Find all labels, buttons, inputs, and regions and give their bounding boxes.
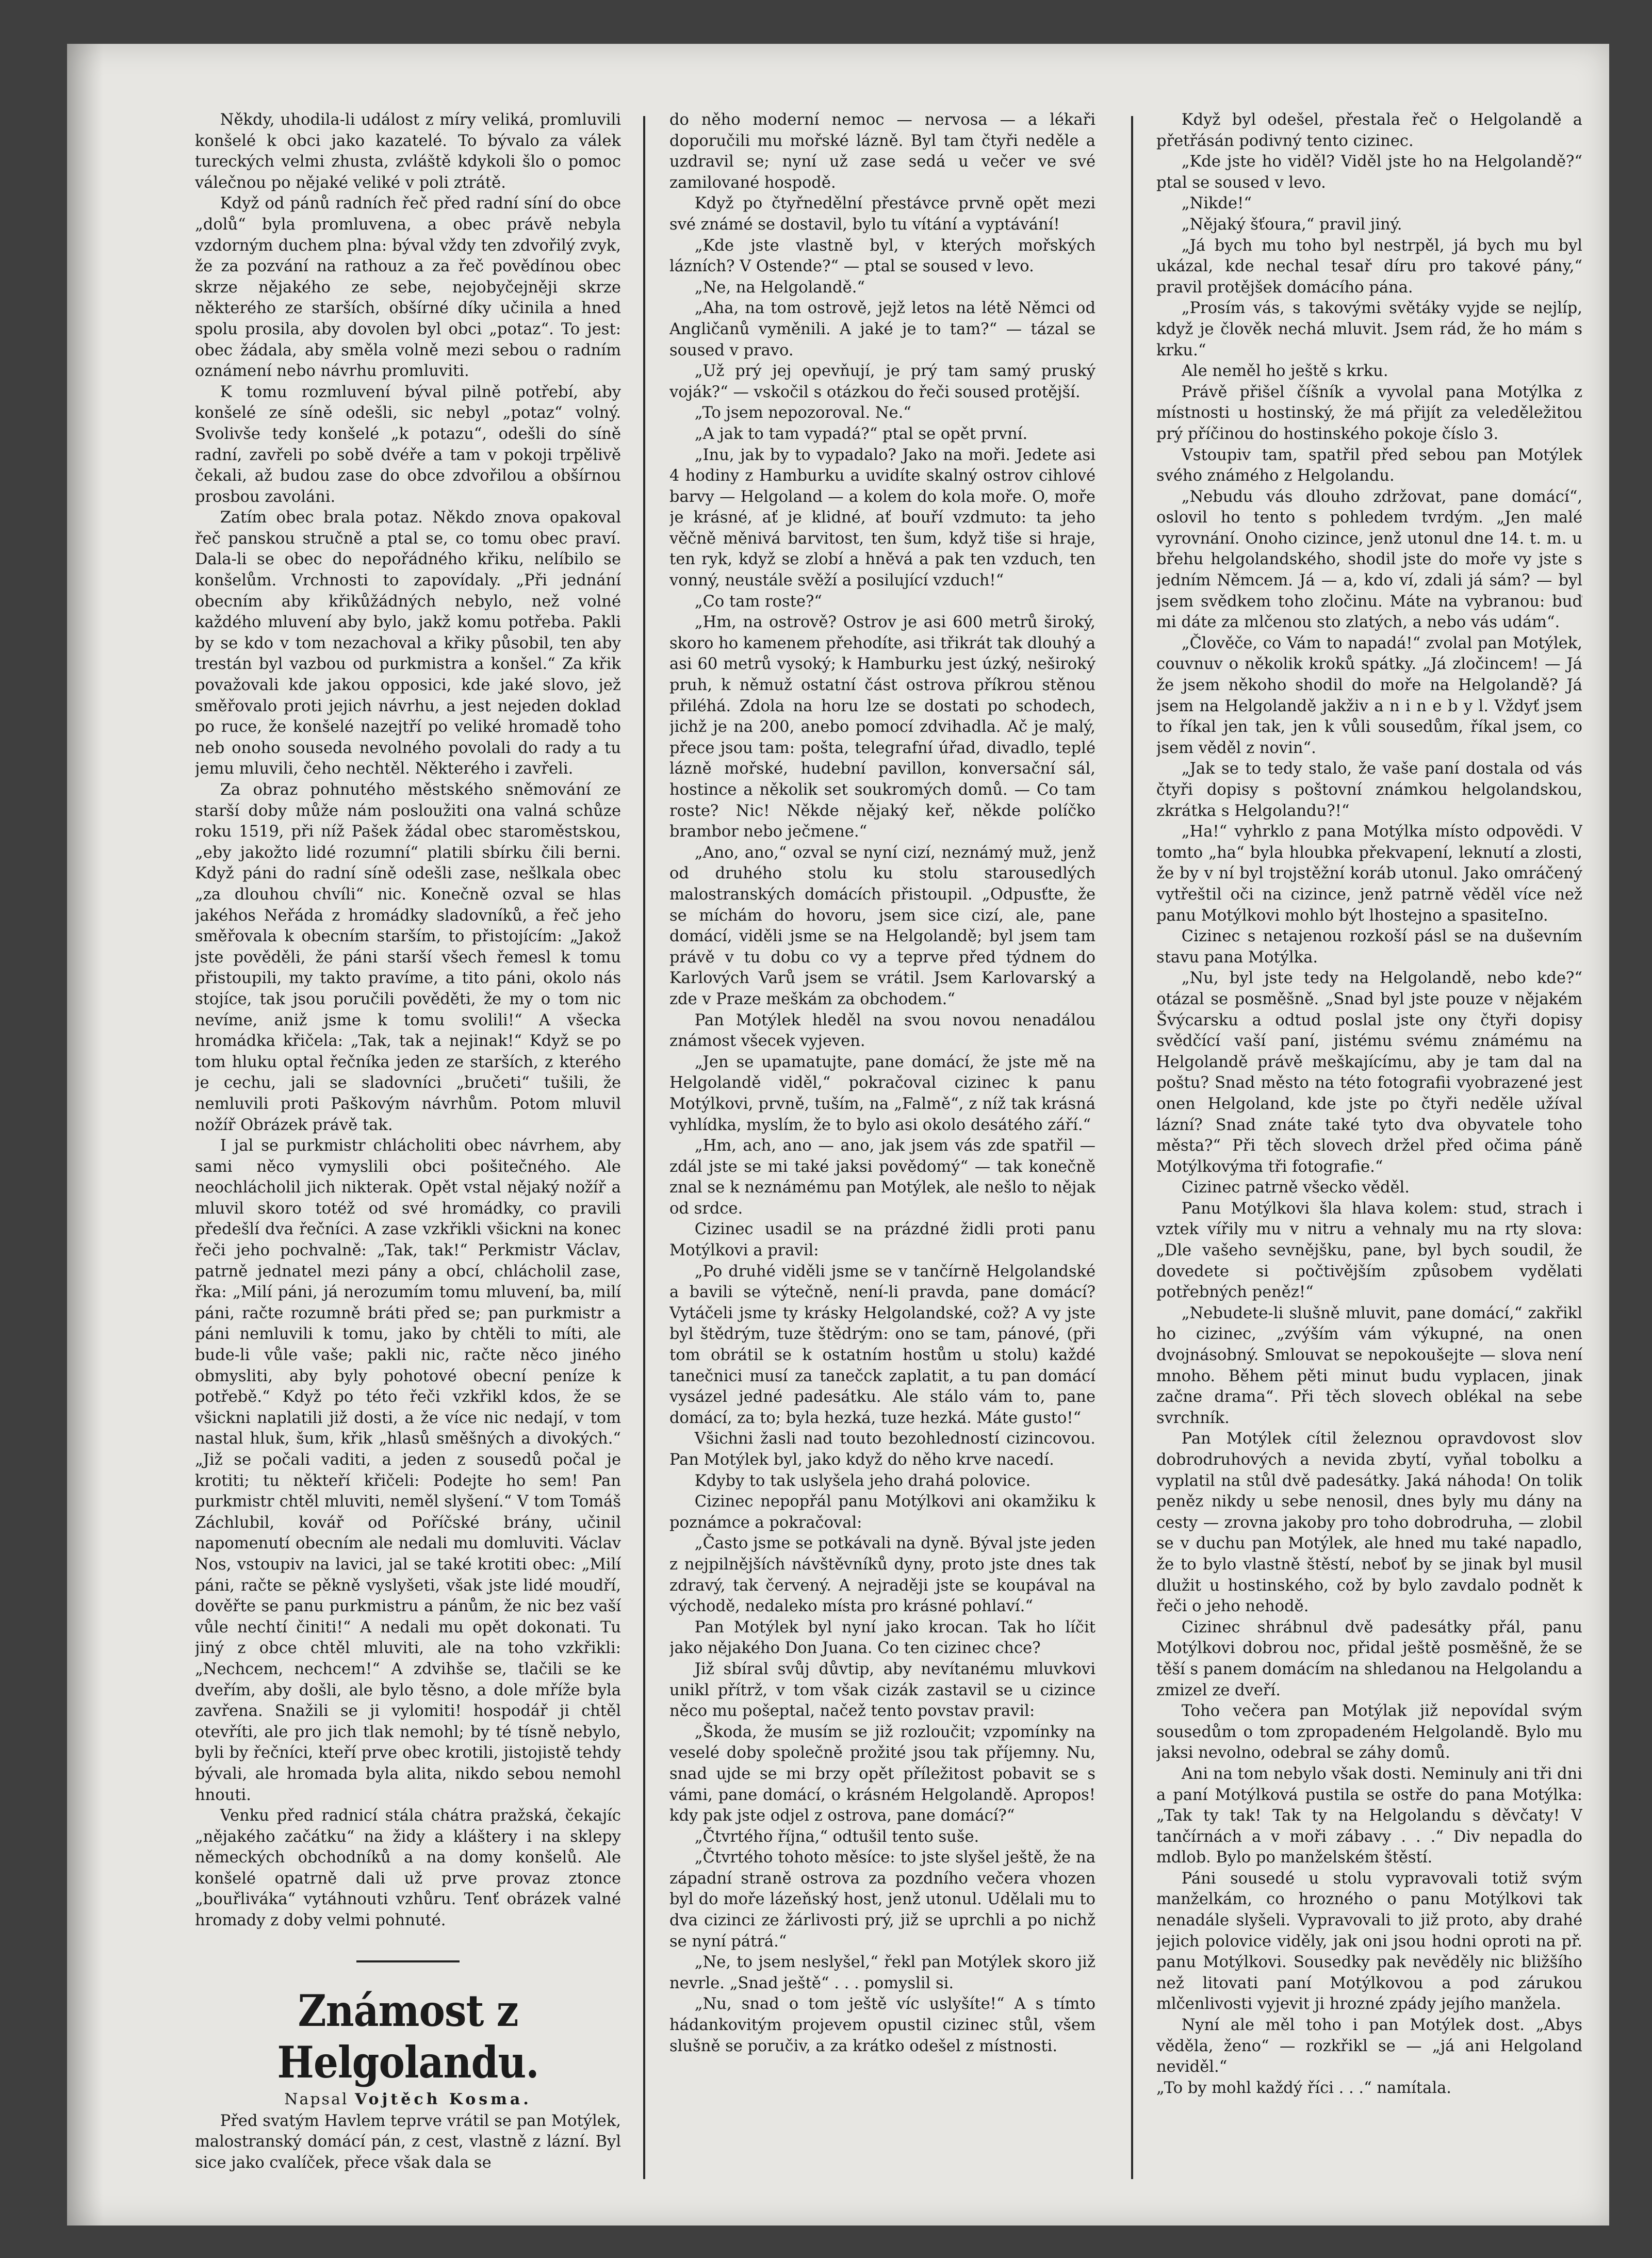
- paragraph: „Prosím vás, s takovými světáky vyjde se nejlíp, když je člověk nechá mluvit. Jsem rád, že ho mám s krku.“: [1156, 299, 1582, 359]
- paragraph: „Ha!“ vyhrklo z pana Motýlka místo odpovědi. V tomto „ha“ byla hloubka překvapení, leknutí a zlosti, že by v ní byl trojstěžní koráb utonul. Jako omráčený vytřeštil oči na cizince, jenž patrně věděl více než panu Motýlkovi mohlo být lhostejno a spasiteIno.: [1156, 823, 1582, 925]
- column-divider: [1131, 116, 1133, 2179]
- paragraph: „Kde jste vlastně byl, v kterých mořských lázních? V Ostende?“ — ptal se soused v levo.: [669, 236, 1095, 276]
- paragraph: Někdy, uhodila-li událost z míry veliká, promluvili konšelé k obci jako kazatelé. To bývalo za válek tureckých velmi zhusta, zvláště kdykoli šlo o pomoc válečnou po nějaké veliké v poli ztrátě.: [195, 111, 621, 192]
- paragraph: Pan Motýlek hleděl na svou novou nenadálou známost všecek vyjeven.: [669, 1011, 1095, 1051]
- paragraph: „Ano, ano,“ ozval se nyní cizí, neznámý muž, jenž od druhého stolu ku stolu starousedlých malostranských domácích přistoupil. „Odpusťte, že se míchám do hovoru, jsem sice cizí, ale, pane domácí, viděli jsme se na Helgolandě; byl jsem tam právě v tu dobu co vy a teprve před týdnem do Karlových Varů jsem se vrátil. Jsem Karlovarský a zde v Praze meškám za obchodem.“: [669, 843, 1095, 1008]
- paragraph: Nyní ale měl toho i pan Motýlek dost. „Abys věděla, ženo“ — rozkřikl se — „já ani Helgoland neviděl.“: [1156, 2016, 1582, 2076]
- column-left: [195, 110, 621, 2183]
- paragraph: Pan Motýlek byl nyní jako krocan. Tak ho líčit jako nějakého Don Juana. Co ten cizinec chce?: [669, 1618, 1095, 1658]
- paragraph: Kdyby to tak uslyšela jeho drahá polovice.: [694, 1471, 1031, 1490]
- paragraph: „Inu, jak by to vypadalo? Jako na moři. Jedete asi 4 hodiny z Hamburku a uvidíte skalný ostrov cihlové barvy — Helgoland — a kolem do kola moře. O, moře je krásné, ať je klidné, ať bouří vzdmuto: ta jeho věčně měnivá barvitost, ten šum, když tiše si hraje, ten ryk, když se zlobí a hněvá a pak ten vzduch, ten vonný, neustále svěží a posilující vzduch!“: [669, 446, 1095, 590]
- byline: [195, 2088, 621, 2111]
- paragraph: „Nu, byl jste tedy na Helgolandě, nebo kde?“ otázal se posměšně. „Snad byl jste pouze v nějakém Švýcarsku a odtud poslal jste ony čtyři dopisy svědčící vaší paní, jistému svému známému na Helgolandě právě meškajícímu, aby je tam dal na poštu? Snad město na této fotografii vyobrazené jest onen Helgoland, kde jste po čtyři neděle užíval lázní? Snad znáte také tyto dva obyvatele toho města?“ Při těch slovech držel před očima páně Motýlkovýma tři fotografie.“: [1156, 969, 1582, 1176]
- paragraph: Panu Motýlkovi šla hlava kolem: stud, strach i vztek vířily mu v nitru a vehnaly mu na rty slova: „Dle vašeho sevnějšku, pane, byl bych soudil, že dovedete si počtivějším způsobem vydělati potřebných peněz!“: [1156, 1199, 1582, 1302]
- paragraph: „Nějaký šťoura,“ pravil jiný.: [1181, 215, 1402, 234]
- story-title: Známost z Helgolandu.: [277, 1985, 539, 2088]
- paragraph: „Jak se to tedy stalo, že vaše paní dostala od vás čtyři dopisy s poštovní známkou helgolandskou, zkrátka s Helgolandu?!“: [1156, 760, 1582, 820]
- paragraph: Vstoupiv tam, spatřil před sebou pan Motýlek svého známého z Helgolandu.: [1156, 446, 1582, 485]
- paragraph: Všichni žasli nad touto bezohledností cizincovou. Pan Motýlek byl, jako když do něho krve nacedí.: [669, 1430, 1095, 1469]
- paragraph: Když od pánů radních řeč před radní síní do obce „dolů“ byla promluvena, a obec právě nebyla vzdorným duchem plna: býval vždy ten zdvořilý zvyk, že za pozvání na rathouz a za řeč povědínou obec skrze nějakého ze sebe, nejobyčejněji skrze některého ze starších, obšírné díky učinila a hned spolu prosila, aby dovolen byl obci „potaz“. To jest: obec žádala, aby směla volně mezi sebou o radním oznámení nebo návrhu promluviti.: [195, 194, 621, 381]
- paragraph: Cizinec usadil se na prázdné židli proti panu Motýlkovi a pravil:: [669, 1220, 1095, 1260]
- paragraph: Cizinec s netajenou rozkoší pásl se na duševním stavu pana Motýlka.: [1156, 927, 1582, 967]
- paragraph: Právě přišel číšník a vyvolal pana Motýlka z místnosti u hostinský, že má přijít za veleděležitou prý příčinou do hostinského pokoje číslo 3.: [1156, 383, 1582, 443]
- paragraph: I jal se purkmistr chlácholiti obec návrhem, aby sami něco vymyslili obci pošitečného. Ale neochlácholil jich nikterak. Opět vstal nějaký nožíř a mluvil skoro totéž od své hromádky, co pravili předešlí dva řečníci. A zase vzkřikli všickni na konec řeči jeho pochvalně: „Tak, tak!“ Perkmistr Václav, patrně jednatel mezi pány a obcí, chlácholil zase, řka: „Milí páni, já nerozumím tomu mluvení, ba, milí páni, račte rozumně bráti před se; pan purkmistr a páni nemluvili k tomu, jako by chtěli to míti, ale bude-li vůle vaše; pakli nic, račte něco jiného obmysliti, aby byly pohotové obecní peníze k potřebě.“ Když po této řeči vzkřikl kdos, že se všickni naplatili již dosti, a že více nic nedají, v tom nastal hluk, šum, křik „hlasů směšných a divokých.“ „Již se počali vaditi, a jeden z sousedů počal je krotiti; tu někteří křičeli: Podejte ho sem! Pan purkmistr chtěl mluviti, neměl slyšení.“ V tom Tomáš Záchlubil, kovář od Poříčské brány, učinil napomenutí obecním ale nedali mu domluviti. Václav Nos, vstoupiv na lavici, jal se také krotiti obec: „Milí páni, račte se pěkně vyslyšeti, však jste lidé moudří, dověřte se panu purkmistru a pánům, že nic bez vaší vůle nechtí činiti!“ A nedali mu opět dokonati. Tu jiný z obce chtěl mluviti, ale na toho vzkřikli: „Nechcem, nechcem!“ A zdvihše se, tlačili se ke dveřím, aby došli, ale bylo těsno, a dole mříže byla zavřena. Snažili se ji vylomiti! hospodář ji chtěl otevříti, ale pro jich tlak nemohl; by té tísně nebylo, byli by řečníci, kteří prve obec krotili, jistojistě tehdy bývali, ale hromada byla alita, nikdo sebou nemohl hnouti.: [195, 1137, 621, 1804]
- paragraph: „Nebudete-li slušně mluvit, pane domácí,“ zakřikl ho cizinec, „zvýším vám výkupné, na onen dvojnásobný. Smlouvat se nepokoušejte — slova není mnoho. Během pěti minut budu vyplacen, jinak začne drama“. Při těch slovech oblékal na sebe svrchník.: [1156, 1304, 1582, 1427]
- newspaper-page: [67, 44, 1609, 2226]
- paragraph: „Nebudu vás dlouho zdržovat, pane domácí“, oslovil ho tento s pohledem tvrdým. „Jen malé vyrovnání. Onoho cizince, jenž utonul dne 14. t. m. u břehu helgolandského, shodil jste do moře vy jste s jedním Němcem. Já — a, kdo ví, zdali já sám? — byl jsem svědkem toho zločinu. Máte na vybranou: buď mi dáte za mlčenou sto zlatých, a nebo vás udám“.: [1156, 487, 1582, 632]
- paragraph: „Čtvrtého října,“ odtušil tento suše.: [694, 1827, 979, 1846]
- paragraph: „Jen se upamatujte, pane domácí, že jste mě na Helgolandě viděl,“ pokračoval cizinec k panu Motýlkovi, prvně, tuším, na „Falmě“, z níž tak krásná vyhlídka, myslím, že to bylo asi okolo desátého září.“: [669, 1053, 1095, 1134]
- paragraph: „Po druhé viděli jsme se v tančírně Helgolandské a bavili se výtečně, není-li pravda, pane domácí? Vytáčeli jsme ty krásky Helgolandské, což? A vy jste byl štědrým, tuze štědrým: ono se tam, pánové, (při tom obrátil se k ostatním hostům u stolu) každé tanečnici musí za tanečck zaplatit, a tu pan domácí vysázel jedné padesátku. Ale stálo vám to, pane domácí, za to; byla hezká, tuze hezká. Máte gusto!“: [669, 1262, 1095, 1427]
- paragraph: „Často jsme se potkávali na dyně. Býval jste jeden z nejpilnějších návštěvníků dyny, proto jste dnes tak zdravý, tak červený. A nejraději jste se koupával na východě, nedaleko místa pro krásné pohlaví.“: [669, 1534, 1095, 1616]
- paragraph: „Ne, na Helgolandě.“: [694, 278, 865, 297]
- column-divider: [643, 116, 645, 2179]
- paragraph: „Čtvrtého tohoto měsíce: to jste slyšel ještě, že na západní straně ostrova za pozdního večera vhozen byl do moře lázeňský host, jenž utonul. Udělali mu to dva cizinci ze žárlivosti prý, již se uprchli a po nichž se nyní pátrá.“: [669, 1848, 1095, 1951]
- paragraph: „Hm, na ostrově? Ostrov je asi 600 metrů široký, skoro ho kamenem přehodíte, asi třikrát tak dlouhý a asi 60 metrů vysoký; k Hamburku jest úzký, neširoký pruh, k němuž ostatní část ostrova příkrou stěnou přiléhá. Zdola na horu lze se dostati po schodech, jichž je na 200, anebo pomocí zdvihadla. Ač je malý, přece jsou tam: pošta, telegrafní úřad, divadlo, teplé lázně mořské, hudební pavillon, konversační sál, hostince a několik set soukromých domů. — Co tam roste? Nic! Někde nějaký keř, někde políčko brambor nebo ječmene.“: [669, 613, 1095, 841]
- paragraph: „Hm, ach, ano — ano, jak jsem vás zde spatřil — zdál jste se mi také jaksi povědomý“ — tak konečně znal se k neznámému pan Motýlek, ale nešlo to nějak od srdce.: [669, 1137, 1095, 1218]
- paragraph: Když byl odešel, přestala řeč o Helgolandě a přetřásán podivný tento cizinec.: [1156, 111, 1582, 150]
- paragraph: Již sbíral svůj důvtip, aby nevítanému mluvkovi unikl přítrž, v tom však cizák zastavil se u cizince něco mu pošeptal, načež tento povstav pravil:: [669, 1660, 1095, 1721]
- paragraph: „A jak to tam vypadá?“ ptal se opět první.: [694, 424, 1028, 443]
- paragraph: „Nikde!“: [1181, 194, 1252, 213]
- paragraph: Když po čtyřnedělní přestávce prvně opět mezi své známé se dostavil, bylo tu vítání a vyptávání!: [669, 194, 1095, 234]
- paragraph: „Škoda, že musím se již rozloučit; vzpomínky na veselé doby společně prožité jsou tak příjemny. Nu, snad ujde se mi brzy opět příležitost pobavit se s vámi, pane domácí, o krásném Helgolandě. Apropos! kdy pak jste odjel z ostrova, pane domácí?“: [669, 1723, 1095, 1825]
- paragraph: Páni sousedé u stolu vypravovali totiž svým manželkám, co hrozného o panu Motýlkovi tak nenadále slyšeli. Vypravovali to již proto, aby drahé jejich polovice viděly, jak oni jsou hodni oproti na př. panu Motýlkovi. Sousedky pak nevěděly nic bližšího než litovati paní Motýlkovou a pod zárukou mlčenlivosti vyjevit ji hrozné zpády jejího manžela.: [1156, 1869, 1582, 2014]
- paragraph: Za obraz pohnutého městského sněmování ze starší doby může nám posloužiti ona valná schůze roku 1519, při níž Pašek žádal obec staroměstskou, „eby jakožto lidé rozumní“ platili sbírku čili berni. Když páni do radní síně odešli zase, nešlkala obec „za dlouhou chvíli“ nic. Konečně ozval se hlas jakéhos Neřáda z hromádky sladovníků, a řeč jeho směřovala k obecním starším, to přistojícím: „Jakož jste pověděli, že páni starší všech řemesl k tomu přistoupili, my takto pravíme, a tito páni, okolo nás stojíce, tak jsou poručili pověděti, že my o tom nic nevíme, aniž jsme k tomu svolili!“ A všecka hromádka křičela: „Tak, tak a nejinak!“ Když se po tom hluku optal řečníka jeden ze starších, z kterého je cechu, jali se sladovníci „bručeti“ tušili, že nemluvili proti Paškovým návrhům. Potom mluvil nožíř Obrázek právě tak.: [195, 781, 621, 1134]
- section-separator: [356, 1960, 460, 1962]
- paragraph: „To jsem nepozoroval. Ne.“: [694, 404, 911, 422]
- paragraph: „Co tam roste?“: [694, 592, 822, 611]
- paragraph: „Už prý jej opevňují, je prý tam samý pruský voják?“ — vskočil s otázkou do řeči soused protější.: [669, 362, 1095, 401]
- paragraph: Cizinec patrně všecko věděl.: [1181, 1179, 1410, 1197]
- paragraph: Venku před radnicí stála chátra pražská, čekajíc „nějakého začátku“ na židy a kláštery i na sklepy německých obchodníků a na domy konšelů. Ale konšelé opatrně dali už prve provaz ztonce „bouřlivákа“ vytáhnouti vzhůru. Tenť obrázek valné hromady z doby velmi pohnuté.: [195, 1807, 621, 1930]
- paragraph: Ani na tom nebylo však dosti. Neminuly ani tři dni a paní Motýlková pustila se ostře do pana Motýlka: „Tak ty tak! Tak ty na Helgolandu s děvčaty! V tančírnách a v moři zábavy . . .“ Div nepadla do mdlob. Bylo po manželském štěstí.: [1156, 1764, 1582, 1867]
- byline-author: Vojtěch Kosma.: [354, 2090, 532, 2108]
- paragraph: Ale neměl ho ještě s krku.: [1181, 362, 1388, 381]
- paragraph: Zatím obec brala potaz. Někdo znova opakoval řeč panskou stručně a ptal se, co tomu obec praví. Dala-li se obec do nepořádného křiku, nelíbilo se konšelům. Vrchnosti to zapovídaly. „Při jednání obecním aby křikůžádných nebylo, než volné každého mluvení aby bylo, jakž komu potřeba. Pakli by se kdo v tom nezachoval a křiky působil, ten aby trestán byl vazbou od purkmistra a konšel.“ Za křik považovali kde jakou opposici, kde jaké slovo, jež směřovalo proti jejich návrhu, a jest nejeden doklad po ruce, že konšelé nazejtří po veliké hromadě toho neb onoho souseda nevolného povolali do rady a tu jemu mluvili, čeho nechtěl. Některého i zavřeli.: [195, 509, 621, 778]
- paragraph: Před svatým Havlem teprve vrátil se pan Motýlek, malostranský domácí pán, z cest, vlastně z lázní. Byl sice jako cvalíček, přece však dala se: [195, 2112, 621, 2172]
- column-middle: [669, 110, 1095, 2183]
- paragraph: do něho moderní nemoc — nervosa — a lékaři doporučili mu mořské lázně. Byl tam čtyři neděle a uzdravil se; nyní už zase sedá u večer ve své zamilované hospodě.: [669, 111, 1095, 192]
- paragraph: „Člověče, co Vám to napadá!“ zvolal pan Motýlek, couvnuv o několik kroků spátky. „Já zločincem! — Já že jsem někoho shodil do moře na Helgolandě? Já jsem na Helgolandě jakživ a n i n e b y l. Vždyť jsem to říkal jen tak, jen k vůli sousedům, říkal jsem, co jsem věděl z novin“.: [1156, 634, 1582, 757]
- paragraph: K tomu rozmluvení býval pilně potřebí, aby konšelé ze síně odešli, sic nebyl „potaz“ volný. Svolivše tedy konšelé „k potazu“, odešli do síně radní, zavřeli po sobě dvéře a tam v pokoji trpělivě čekali, až budou zase do obce zdvořilou a obšírnou prosbou zavoláni.: [195, 383, 621, 506]
- paragraph: Toho večera pan Motýlak již nepovídal svým sousedům o tom zpropadeném Helgolandě. Bylo mu jaksi nevolno, odebral se záhy domů.: [1156, 1702, 1582, 1762]
- paragraph: „Kde jste ho viděl? Viděl jste ho na Helgolandě?“ ptal se soused v levo.: [1156, 153, 1582, 192]
- paragraph: „Ne, to jsem neslyšel,“ řekl pan Motýlek skoro již nevrle. „Snad ještě“ . . . pomyslil si.: [669, 1953, 1095, 1992]
- paragraph: Cizinec nepopřál panu Motýlkovi ani okamžiku k poznámce a pokračoval:: [669, 1493, 1095, 1532]
- paragraph: „Nu, snad o tom ještě víc uslyšíte!“ A s tímto hádankovitým projevem opustil cizinec stůl, všem slušně se poručiv, a za krátko odešel z místnosti.: [669, 1995, 1095, 2055]
- closing-line: „To by mohl každý říci . . .“ namítala.: [1156, 2079, 1451, 2097]
- paragraph: Cizinec shrábnul dvě padesátky přál, panu Motýlkovi dobrou noc, přidal ještě posměšně, že se těší s panem domácím na shledanou na Helgolandu a zmizel ze dveří.: [1156, 1618, 1582, 1699]
- column-right: [1156, 110, 1582, 2183]
- byline-prefix: Napsal: [284, 2090, 349, 2108]
- paragraph: Pan Motýlek cítil železnou opravdovost slov dobrodruhových a nevida zbytí, vyňal tobolku a vyplatil na stůl dvě padesátky. Jaká náhoda! On tolik peněz nikdy u sebe nenosil, dnes byly mu dány na cesty — zrovna jakoby pro toho dobrodruha, — zlobil se v duchu pan Motýlek, ale hned mu také napadlo, že to bylo vlastně štěstí, neboť by se jinak byl musil dlužit u hostinského, což by bylo zavdalo podnět k řeči o jeho nehodě.: [1156, 1430, 1582, 1616]
- paragraph: „Já bych mu toho byl nestrpěl, já bych mu byl ukázal, kde nechal tesař díru pro takové pány,“ pravil protějšek domácího pána.: [1156, 236, 1582, 297]
- paragraph: „Aha, na tom ostrově, jejž letos na létě Němci od Angličanů vyměnili. A jaké je to tam?“ — tázal se soused v pravo.: [669, 299, 1095, 359]
